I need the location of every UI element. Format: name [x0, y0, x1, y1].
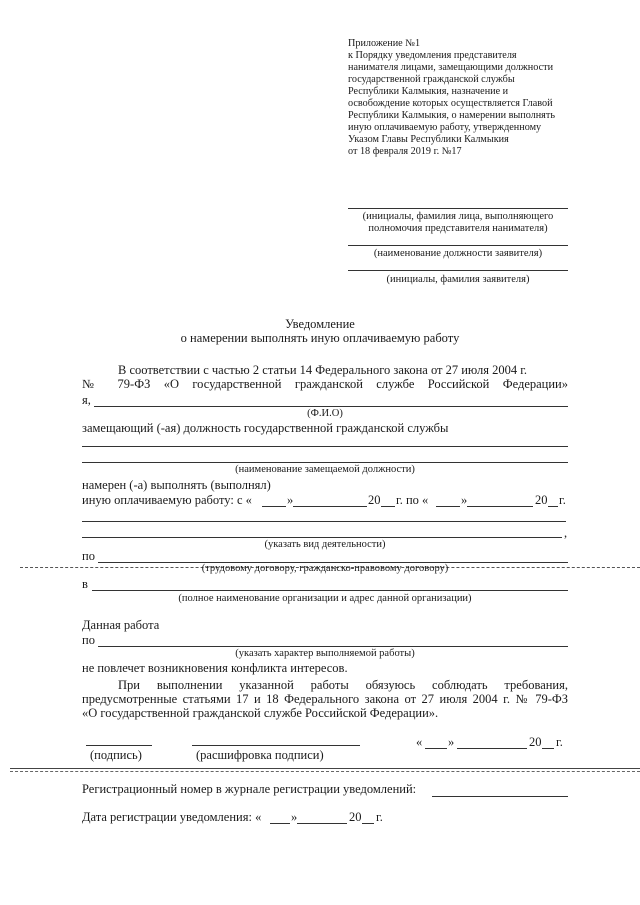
obligation-line: При выполнении указанной работы обязуюсь соблюдать требования, — [118, 678, 568, 692]
document-subtitle: о намерении выполнять иную оплачиваемую работу — [180, 331, 460, 345]
quote-close: » — [461, 493, 468, 507]
signature-day-field[interactable] — [425, 748, 447, 749]
signature-field[interactable] — [86, 745, 152, 746]
start-day-field[interactable] — [262, 506, 286, 507]
appendix-line: иную оплачиваемую работу, утвержденному — [348, 122, 542, 133]
activity-field[interactable] — [82, 521, 566, 522]
appendix-line: Республики Калмыкия, о намерении выполнять — [348, 110, 555, 121]
appendix-line: освобождение которых осуществляется Главой — [348, 98, 553, 109]
contract-label: по — [82, 549, 95, 563]
organization-field[interactable] — [92, 590, 568, 591]
registration-number-field[interactable] — [432, 796, 568, 797]
appendix-line: Республики Калмыкия, назначение и — [348, 86, 509, 97]
employer-caption: (инициалы, фамилия лица, выполняющего — [362, 211, 554, 222]
period-to-label: г. по « — [396, 493, 429, 507]
fio-field[interactable] — [94, 406, 568, 407]
organization-caption: (полное наименование организации и адрес данной организации) — [178, 593, 472, 604]
year-suffix: г. — [559, 493, 566, 507]
applicant-name-field[interactable] — [348, 270, 568, 271]
activity-field[interactable] — [82, 537, 562, 538]
intro-line: В соответствии с частью 2 статьи 14 Федерального закона от 27 июля 2004 г. — [118, 363, 528, 377]
registration-date-label: Дата регистрации уведомления: « — [82, 810, 262, 824]
comma: , — [564, 526, 568, 540]
appendix-line: Приложение №1 — [348, 38, 421, 49]
signature-month-field[interactable] — [457, 748, 527, 749]
intend-text: намерен (-а) выполнять (выполнял) — [82, 478, 271, 492]
document-title: Уведомление — [285, 317, 355, 331]
signature-decoding-field[interactable] — [192, 745, 360, 746]
registration-year-field[interactable] — [362, 823, 374, 824]
applicant-position-caption: (наименование должности заявителя) — [373, 248, 543, 259]
signature-caption: (подпись) — [90, 748, 142, 762]
year-prefix: 20 — [535, 493, 548, 507]
employer-caption: полномочия представителя нанимателя) — [368, 223, 548, 234]
i-label: я, — [82, 393, 91, 407]
registration-number-label: Регистрационный номер в журнале регистрации уведомлений: — [82, 782, 417, 796]
nature-label: по — [82, 633, 95, 647]
appendix-line: от 18 февраля 2019 г. №17 — [348, 146, 462, 157]
appendix-line: к Порядку уведомления представителя — [348, 50, 517, 61]
start-month-field[interactable] — [293, 506, 367, 507]
intro-line: № 79-ФЗ «О государственной гражданской службе Российской Федерации» — [82, 377, 568, 391]
applicant-position-field[interactable] — [348, 245, 568, 246]
divider — [10, 768, 640, 769]
position-name-caption: (наименование замещаемой должности) — [235, 464, 415, 475]
work-nature-caption: (указать характер выполняемой работы) — [235, 648, 415, 659]
start-year-field[interactable] — [381, 506, 395, 507]
contract-caption: (трудовому договору, гражданско-правовому договору) — [201, 563, 449, 574]
position-name-field[interactable] — [82, 462, 568, 463]
registration-day-field[interactable] — [270, 823, 290, 824]
employer-name-field[interactable] — [348, 208, 568, 209]
end-year-field[interactable] — [548, 506, 558, 507]
year-suffix: г. — [556, 735, 563, 749]
year-prefix: 20 — [368, 493, 381, 507]
fio-caption: (Ф.И.О) — [307, 408, 343, 419]
this-work-label: Данная работа — [82, 618, 160, 632]
quote-open: « — [416, 735, 423, 749]
organization-label: в — [82, 577, 88, 591]
year-suffix: г. — [376, 810, 383, 824]
applicant-name-caption: (инициалы, фамилия заявителя) — [386, 274, 530, 285]
end-day-field[interactable] — [436, 506, 460, 507]
appendix-line: Указом Главы Республики Калмыкия — [348, 134, 509, 145]
appendix-line: нанимателя лицами, замещающими должности — [348, 62, 554, 73]
year-prefix: 20 — [529, 735, 542, 749]
work-period-label: иную оплачиваемую работу: с « — [82, 493, 252, 507]
obligation-line: предусмотренные статьями 17 и 18 Федерального закона от 27 июля 2004 г. № 79-ФЗ — [82, 692, 568, 706]
activity-caption: (указать вид деятельности) — [264, 539, 386, 550]
quote-close: » — [448, 735, 455, 749]
end-month-field[interactable] — [467, 506, 533, 507]
position-name-field[interactable] — [82, 446, 568, 447]
year-prefix: 20 — [349, 810, 362, 824]
registration-month-field[interactable] — [297, 823, 347, 824]
signature-decoding-caption: (расшифровка подписи) — [196, 748, 324, 762]
quote-close: » — [291, 810, 298, 824]
work-nature-field[interactable] — [98, 646, 568, 647]
no-conflict-text: не повлечет возникновения конфликта интересов. — [82, 661, 348, 675]
signature-year-field[interactable] — [542, 748, 554, 749]
divider — [10, 771, 640, 772]
obligation-line: «О государственной гражданской службе Российской Федерации». — [82, 706, 439, 720]
quote-close: » — [287, 493, 294, 507]
holding-position-text: замещающий (-ая) должность государственной гражданской службы — [82, 421, 449, 435]
appendix-line: государственной гражданской службы — [348, 74, 515, 85]
